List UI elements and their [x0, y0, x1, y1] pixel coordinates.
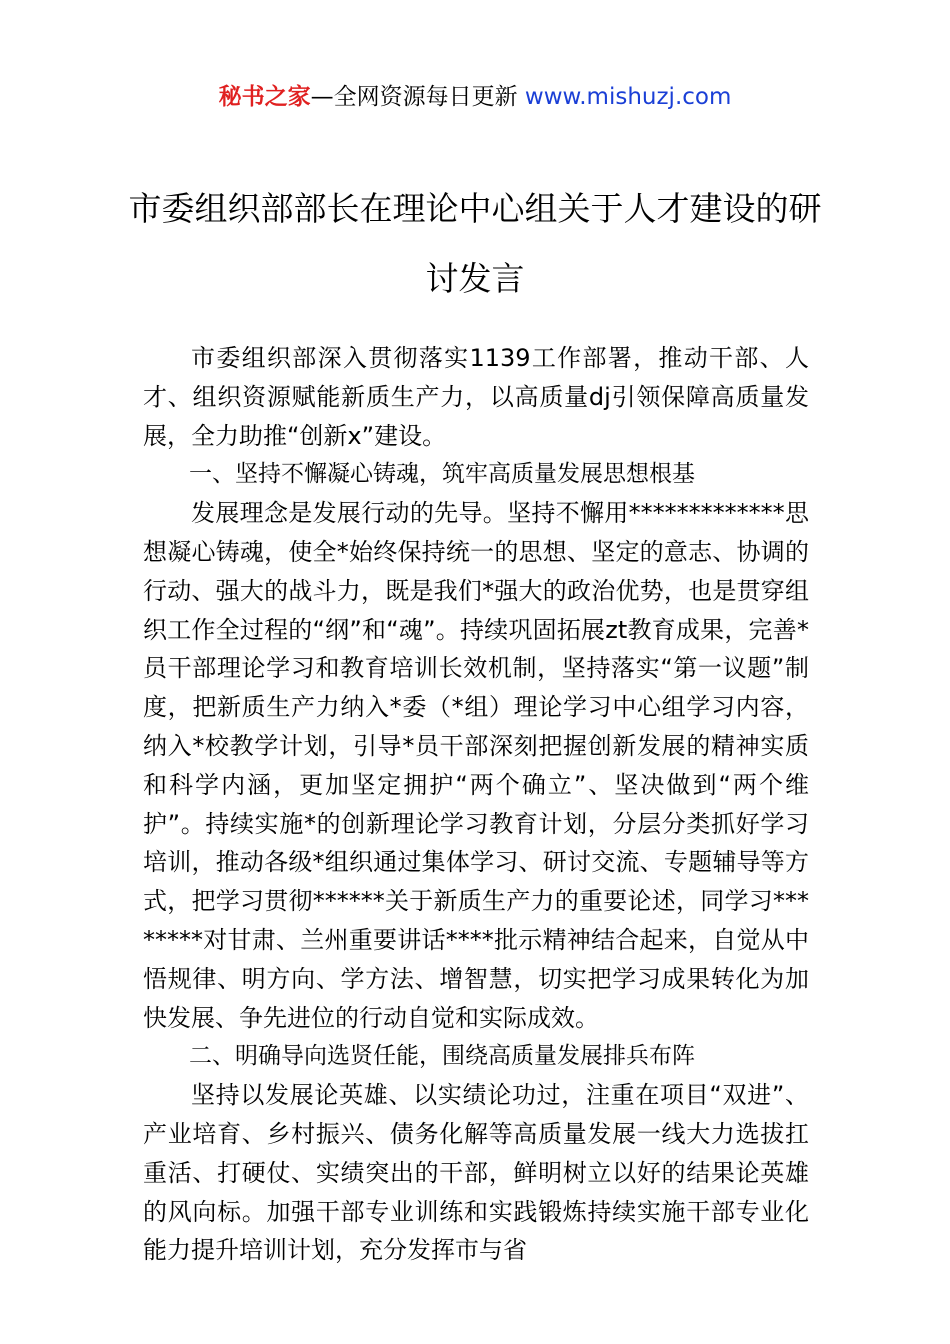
- document-title: 市委组织部部长在理论中心组关于人才建设的研讨发言: [128, 189, 822, 298]
- document-body: [143, 339, 809, 1270]
- header-dash: —: [310, 84, 334, 110]
- section-paragraph-1: 发展理念是发展行动的先导。坚持不懈用*************思想凝心铸魂，使全*始终保持统一的思想、坚定的意志、协调的行动、强大的战斗力，既是我们*强大的政治优势，也是贯穿组织工作全过程的“纲”和“魂”。持续巩固拓展zt教育成果，完善*员干部理论学习和教育培训长效机制，坚持落实“第一议题”制度，把新质生产力纳入*委（*组）理论学习中心组学习内容，纳入*校教学计划，引导*员干部深刻把握创新发展的精神实质和科学内涵，更加坚定拥护“两个确立”、坚决做到“两个维护”。持续实施*的创新理论学习教育计划，分层分类抓好学习培训，推动各级*组织通过集体学习、研讨交流、专题辅导等方式，把学习贯彻******关于新质生产力的重要论述，同学习********对甘肃、兰州重要讲话****批示精神结合起来，自觉从中悟规律、明方向、学方法、增智慧，切实把学习成果转化为加快发展、争先进位的行动自觉和实际成效。: [143, 499, 809, 1032]
- section-paragraph-2: 坚持以发展论英雄、以实绩论功过，注重在项目“双进”、产业培育、乡村振兴、债务化解等高质量发展一线大力选拔扛重活、打硬仗、实绩突出的干部，鲜明树立以好的结果论英雄的风向标。加强干部专业训练和实践锻炼持续实施干部专业化能力提升培训计划，充分发挥市与省: [143, 1081, 809, 1265]
- brand-name: 秘书之家: [218, 84, 311, 110]
- site-url-link[interactable]: www.mishuzj.com: [524, 84, 732, 110]
- section-heading-2: 二、明确导向选贤任能，围绕高质量发展排兵布阵: [189, 1043, 695, 1070]
- site-header: [0, 80, 950, 114]
- intro-paragraph: 市委组织部深入贯彻落实1139工作部署，推动干部、人才、组织资源赋能新质生产力，以高质量dj引领保障高质量发展，全力助推“创新x”建设。: [143, 344, 809, 450]
- section-heading-1: 一、坚持不懈凝心铸魂，筑牢高质量发展思想根基: [189, 461, 695, 488]
- header-tagline: 全网资源每日更新: [333, 84, 525, 110]
